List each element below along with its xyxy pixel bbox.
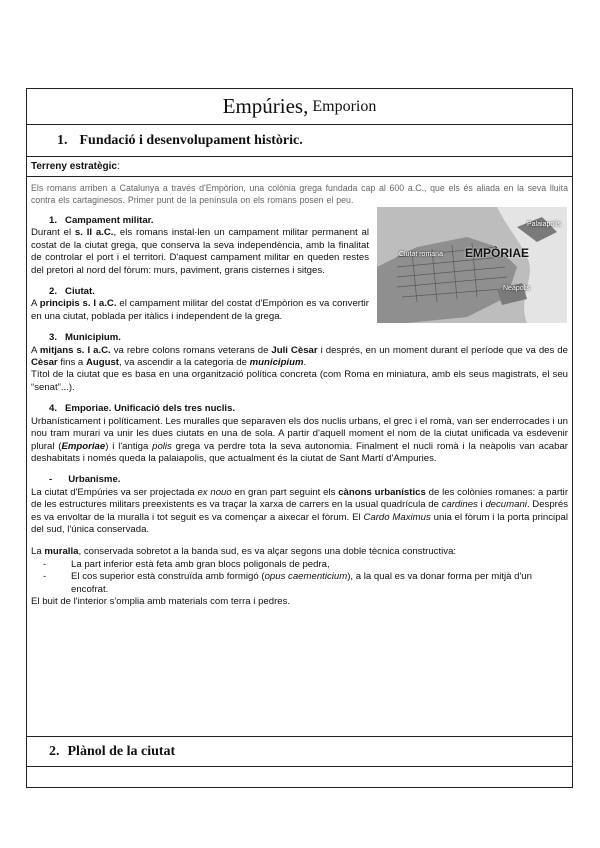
text: fins a	[57, 357, 86, 369]
bold-date: s. II a.C.	[74, 227, 114, 239]
italic-term: decumani	[485, 499, 527, 511]
map-label-neapolis: Neàpolis	[503, 285, 531, 292]
italic-term: ex nouo	[197, 486, 232, 498]
label-bold: Terreny estratègic	[31, 161, 117, 172]
subsection-4-text	[31, 416, 568, 466]
bold-date: principis s. I a.C.	[39, 298, 117, 310]
bold-name: August	[85, 357, 119, 369]
italic-term: Cardo Maximus	[363, 511, 431, 523]
text: El cos superior està construïda amb formigó (	[71, 571, 265, 583]
subsection-3-text	[31, 345, 568, 370]
final-text: El buit de l'interior s'omplia amb materials com terra i pedres.	[31, 595, 291, 607]
list-item: - La part inferior està feta amb gran blocs poligonals de pedra,	[71, 559, 568, 571]
label-row	[27, 157, 572, 177]
italic-term: cardines	[441, 499, 478, 511]
subsection-3-title: Municipium.	[65, 332, 121, 344]
section-2-number: 2.	[49, 743, 60, 759]
text: A	[31, 298, 40, 310]
urbanisme-title: Urbanisme.	[68, 474, 121, 486]
urbanisme-text	[31, 487, 568, 537]
bold-name: Juli Cèsar	[271, 344, 318, 356]
subsection-4-title: Emporiae. Unificació dels tres nuclis.	[65, 403, 236, 415]
text: de les colònies romanes: a partir de les estructures militars preexistents es va traçar la xarxa de carrers en la usual quadrícula de	[31, 486, 569, 511]
bold-date: mitjans s. I a.C.	[39, 344, 111, 356]
muralla-list	[31, 559, 568, 596]
bold-italic-term: municipium	[249, 357, 304, 369]
subsection-3-text-2: Títol de la ciutat que es basa en una organització política concreta (com Roma en miniatura, amb els seus magistrats, el seu “senat”...).	[31, 369, 568, 393]
page-title	[27, 89, 572, 125]
text: Durant el	[31, 227, 75, 239]
text: i després, en un moment durant el període que va des de	[317, 344, 568, 356]
text: en gran part seguint els	[231, 486, 339, 498]
urbanisme-dash: -	[49, 474, 53, 486]
map-label-ciutat: Ciutat romana	[399, 251, 443, 258]
bold-name: Cèsar	[31, 357, 58, 369]
muralla-text	[31, 546, 568, 558]
section-2-heading	[27, 737, 572, 767]
text: va rebre colons romans veterans de	[110, 344, 272, 356]
text: .	[303, 357, 307, 369]
italic-term: polis	[152, 440, 172, 452]
text: La	[31, 546, 45, 558]
text: ), a la qual es va donar forma per mitjà d'un encofrat.	[71, 571, 532, 595]
document-frame	[26, 88, 573, 788]
subsection-1-number: 1.	[49, 215, 58, 226]
content-cell	[27, 177, 572, 737]
bold-term: cànons urbanístics	[338, 486, 426, 498]
subsection-4-number: 4.	[49, 403, 58, 415]
text: , els romans instal·len un campament militar permanent al costat de la ciutat grega, que conserva la seva independència, amb la finalitat de controlar el port i el territori. D'aquest campament militar en queden restes del pretori al nord del fòrum: murs, paviment, grans cisternes i sitges.	[31, 227, 369, 276]
map-label-emporiae: EMPÒRIAE	[465, 246, 530, 260]
subsection-3-heading	[31, 332, 568, 344]
section-1-heading	[27, 125, 572, 157]
text: , conservada sobretot a la banda sud, es va alçar segons una doble tècnica constructiva:	[78, 546, 457, 558]
label-colon: :	[116, 161, 120, 172]
italic-term: opus caementicium	[264, 571, 348, 583]
text: unia el fòrum i la porta principal del sud, l'única conservada.	[31, 511, 568, 535]
subsection-2-number: 2.	[49, 286, 58, 298]
text: , va ascendir a la categoria de	[118, 357, 250, 369]
text: grega va perdre tota la seva autonomia. Finalment el nucli romà i la neàpolis van acabar deshabitats i només queda la palaiapolis, que actualment és la ciutat de Sant Martí d'Ampuries.	[31, 440, 568, 464]
text: La ciutat d'Empúries va ser projectada	[31, 486, 198, 498]
text: . Després es va envoltar de la muralla i tot seguit es va començar a aixecar el fòrum. El	[31, 499, 568, 523]
section-1-number: 1.	[57, 132, 68, 148]
text: i	[477, 499, 486, 511]
list-item	[71, 571, 568, 596]
section-2-title: Plànol de la ciutat	[67, 743, 176, 759]
title-sub: Emporion	[312, 97, 377, 115]
subsection-3-number: 3.	[49, 332, 58, 344]
text: A	[31, 344, 40, 356]
text: Urbanísticament i políticament. Les muralles que separaven els dos nuclis urbans, el grec i el romà, van ser enderrocades i un nou tram murari va unir les dues ciutats en una de sola. A partir d'aquell moment el nom de la ciutat unificada va esdevenir plural (	[31, 415, 568, 452]
map-label-palaiapolis: Palaiapolis	[527, 221, 561, 228]
urbanisme-heading	[31, 474, 568, 486]
subsection-2-title: Ciutat.	[65, 286, 95, 298]
text: el campament militar del costat d'Empòrion es va convertir en una ciutat, poblada per itàlics i independent de la grega.	[31, 298, 369, 322]
section-1-title: Fundació i desenvolupament històric.	[79, 132, 303, 148]
bold-term: muralla	[44, 546, 79, 558]
emporiae-map-image	[377, 207, 567, 323]
subsection-4-heading	[31, 403, 568, 415]
intro-paragraph: Els romans arriben a Catalunya a través d'Empòrion, una colònia grega fundada cap al 600 a.C., que els és aliada en la seva lluita contra els cartaginesos. Primer punt de la península on els romans posen el peu.	[31, 183, 568, 205]
subsection-1-title: Campament militar.	[65, 215, 154, 226]
bold-italic-term: Emporiae	[61, 440, 106, 452]
text: ) i l'antiga	[105, 440, 153, 452]
title-main: Empúries,	[222, 94, 309, 118]
